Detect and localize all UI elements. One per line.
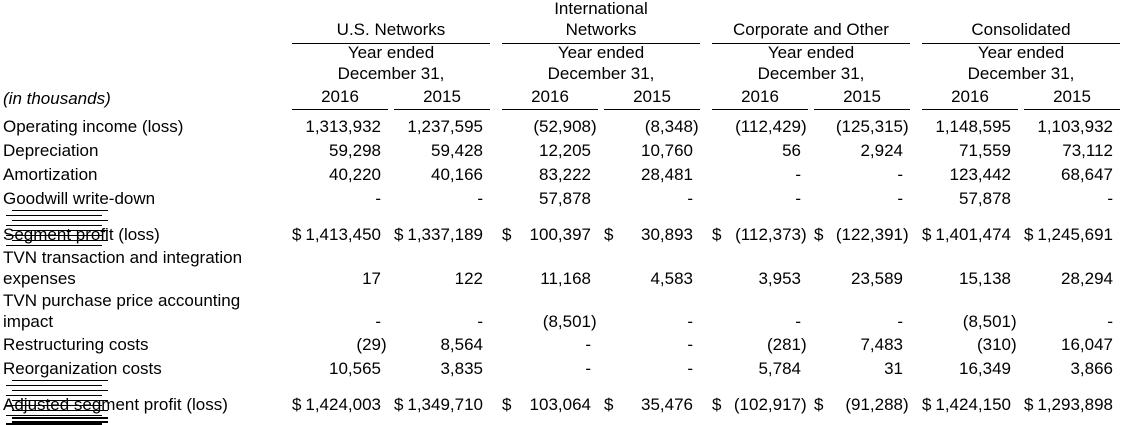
- dollar-sign: $: [1024, 395, 1034, 414]
- cell-value: -: [687, 312, 693, 331]
- value-cell: [292, 268, 388, 289]
- value-cell: [1024, 224, 1120, 246]
- value-cell: [502, 164, 598, 186]
- cell-value: -: [687, 189, 693, 208]
- value-cell: [292, 188, 388, 210]
- cell-value: -: [375, 312, 381, 331]
- row-label-line: Segment profit (loss): [3, 225, 160, 244]
- value-cell: [814, 311, 910, 332]
- value-cell: [604, 224, 700, 246]
- cell-value: 17: [362, 269, 381, 288]
- group-name-line: Consolidated: [971, 20, 1071, 39]
- table-row: [0, 186, 1124, 210]
- cell-value: (112,373: [735, 225, 801, 244]
- cell-value: 57,878: [959, 189, 1011, 208]
- unit-note: (in thousands): [3, 89, 111, 108]
- value-cell: [604, 311, 700, 332]
- value-cell: [922, 116, 1018, 138]
- value-cell: [292, 334, 388, 356]
- value-cell: [502, 140, 598, 162]
- paren-close: ): [801, 395, 807, 414]
- paren-close: ): [591, 312, 597, 331]
- paren-close: ): [903, 225, 909, 244]
- row-label-line: TVN transaction and integration: [3, 248, 243, 267]
- cell-value: (8,348: [644, 117, 693, 136]
- value-cell: [394, 188, 490, 210]
- value-cell: [814, 394, 910, 416]
- row-label: [0, 116, 280, 138]
- value-cell: [1024, 140, 1120, 162]
- cell-value: -: [1107, 312, 1113, 331]
- cell-value: 10,565: [329, 359, 381, 378]
- cell-value: 4,583: [650, 269, 693, 288]
- value-cell: [1024, 188, 1120, 210]
- cell-value: 73,112: [1062, 141, 1113, 160]
- value-cell: [502, 224, 598, 246]
- value-cell: [712, 358, 808, 380]
- cell-value: 28,294: [1061, 269, 1113, 288]
- cell-value: -: [477, 312, 483, 331]
- value-cell: [292, 311, 388, 332]
- value-cell: [712, 311, 808, 332]
- year-header: 2016: [922, 87, 1018, 110]
- value-cell: [922, 394, 1018, 416]
- cell-value: -: [585, 359, 591, 378]
- value-cell: [604, 394, 700, 416]
- value-cell: [814, 116, 910, 138]
- value-cell: [1024, 358, 1120, 380]
- value-cell: [502, 394, 598, 416]
- cell-value: 103,064: [529, 395, 591, 414]
- value-cell: [922, 224, 1018, 246]
- period-line: Year ended: [767, 43, 855, 62]
- cell-value: 35,476: [641, 395, 693, 414]
- cell-value: 16,349: [959, 359, 1011, 378]
- table-row: [0, 386, 1124, 416]
- value-cell: [394, 311, 490, 332]
- paren-close: ): [591, 117, 597, 136]
- cell-value: -: [795, 312, 801, 331]
- paren-close: ): [693, 117, 699, 136]
- year-header: 2015: [1024, 87, 1120, 110]
- row-label-line: Amortization: [3, 165, 98, 184]
- row-label-line: TVN purchase price accounting: [3, 291, 241, 310]
- group-header: [292, 19, 490, 44]
- dollar-sign: $: [292, 225, 302, 244]
- row-label-line: Depreciation: [3, 141, 99, 160]
- cell-value: 57,878: [539, 189, 591, 208]
- row-label-line: Adjusted segment profit (loss): [3, 395, 228, 414]
- value-cell: [292, 164, 388, 186]
- value-cell: [712, 116, 808, 138]
- cell-value: 59,428: [431, 141, 483, 160]
- value-cell: [604, 140, 700, 162]
- period-header: [292, 42, 490, 84]
- cell-value: 7,483: [860, 335, 903, 354]
- value-cell: [922, 334, 1018, 356]
- group-header: [922, 19, 1120, 44]
- dollar-sign: $: [922, 395, 932, 414]
- group-name-line: Corporate and Other: [733, 20, 889, 39]
- table-header-group-row: [0, 0, 1124, 44]
- value-cell: [814, 224, 910, 246]
- cell-value: 1,103,932: [1037, 117, 1113, 136]
- value-cell: [1024, 164, 1120, 186]
- paren-close: ): [801, 335, 807, 354]
- value-cell: [922, 164, 1018, 186]
- dollar-sign: $: [394, 395, 404, 414]
- value-cell: [922, 188, 1018, 210]
- dollar-sign: $: [814, 395, 824, 414]
- value-cell: [394, 394, 490, 416]
- cell-value: -: [897, 165, 903, 184]
- period-line: Year ended: [557, 43, 645, 62]
- cell-value: 1,293,898: [1037, 395, 1113, 414]
- value-cell: [292, 116, 388, 138]
- cell-value: 123,442: [949, 165, 1011, 184]
- cell-value: 5,784: [758, 359, 801, 378]
- rule-row: [0, 416, 1124, 424]
- period-line: Year ended: [347, 43, 435, 62]
- value-cell: [394, 268, 490, 289]
- year-header: 2016: [292, 87, 388, 110]
- value-cell: [604, 188, 700, 210]
- cell-value: (122,391: [835, 225, 903, 244]
- table-row: [0, 162, 1124, 186]
- cell-value: (91,288: [845, 395, 903, 414]
- cell-value: 15,138: [959, 269, 1011, 288]
- paren-close: ): [1011, 312, 1017, 331]
- period-line: December 31,: [337, 64, 445, 83]
- period-header: [712, 42, 910, 84]
- cell-value: 56: [782, 141, 801, 160]
- row-label-line: impact: [3, 312, 54, 331]
- cell-value: 40,220: [329, 165, 381, 184]
- row-label: [0, 164, 280, 186]
- cell-value: -: [375, 189, 381, 208]
- value-cell: [394, 164, 490, 186]
- cell-value: 11,168: [540, 269, 591, 288]
- cell-value: 83,222: [539, 165, 591, 184]
- year-header: 2015: [814, 87, 910, 110]
- cell-value: (125,315: [835, 117, 903, 136]
- dollar-sign: $: [394, 225, 404, 244]
- value-cell: [814, 164, 910, 186]
- period-line: December 31,: [757, 64, 865, 83]
- cell-value: -: [897, 189, 903, 208]
- dollar-sign: $: [712, 225, 722, 244]
- period-header: [502, 42, 700, 84]
- cell-value: 1,148,595: [935, 117, 1011, 136]
- cell-value: 40,166: [431, 165, 483, 184]
- value-cell: [394, 224, 490, 246]
- row-label-line: Restructuring costs: [3, 335, 149, 354]
- value-cell: [712, 268, 808, 289]
- group-name-line: U.S. Networks: [336, 20, 446, 39]
- group-name-line: International: [554, 0, 648, 18]
- table-row: [0, 332, 1124, 356]
- row-label-line: expenses: [3, 269, 76, 288]
- year-header: 2016: [502, 87, 598, 110]
- row-label: [0, 140, 280, 162]
- cell-value: 10,760: [641, 141, 693, 160]
- cell-value: -: [687, 335, 693, 354]
- dollar-sign: $: [604, 395, 614, 414]
- value-cell: [292, 358, 388, 380]
- cell-value: 100,397: [529, 225, 591, 244]
- cell-value: (29: [356, 335, 381, 354]
- dollar-sign: $: [922, 225, 932, 244]
- table-row: [0, 289, 1124, 332]
- table-header-year-row: [0, 84, 1124, 110]
- cell-value: 1,349,710: [407, 395, 483, 414]
- group-header: [502, 0, 700, 44]
- year-header: 2015: [604, 87, 700, 110]
- value-cell: [814, 268, 910, 289]
- value-cell: [292, 394, 388, 416]
- cell-value: 31: [884, 359, 903, 378]
- value-cell: [712, 334, 808, 356]
- table-row: [0, 138, 1124, 162]
- value-cell: [922, 140, 1018, 162]
- cell-value: (8,501: [962, 312, 1011, 331]
- cell-value: (52,908: [533, 117, 591, 136]
- value-cell: [502, 188, 598, 210]
- cell-value: (112,429: [735, 117, 801, 136]
- cell-value: 2,924: [860, 141, 903, 160]
- value-cell: [502, 268, 598, 289]
- value-cell: [502, 358, 598, 380]
- value-cell: [814, 358, 910, 380]
- value-cell: [604, 164, 700, 186]
- row-label-line: Operating income (loss): [3, 117, 184, 136]
- cell-value: 1,424,003: [305, 395, 381, 414]
- row-label-line: Goodwill write-down: [3, 189, 156, 208]
- value-cell: [922, 311, 1018, 332]
- group-name-line: Networks: [565, 20, 637, 39]
- value-cell: [604, 116, 700, 138]
- value-cell: [1024, 116, 1120, 138]
- value-cell: [502, 334, 598, 356]
- table-header-period-row: [0, 44, 1124, 84]
- table-row: [0, 246, 1124, 289]
- cell-value: 1,313,932: [305, 117, 381, 136]
- value-cell: [394, 140, 490, 162]
- cell-value: 23,589: [851, 269, 903, 288]
- cell-value: -: [585, 335, 591, 354]
- dollar-sign: $: [814, 225, 824, 244]
- paren-close: ): [381, 335, 387, 354]
- cell-value: -: [795, 165, 801, 184]
- paren-close: ): [1011, 335, 1017, 354]
- table-row: [0, 216, 1124, 246]
- period-line: December 31,: [967, 64, 1075, 83]
- cell-value: -: [897, 312, 903, 331]
- cell-value: 1,237,595: [407, 117, 483, 136]
- value-cell: [502, 311, 598, 332]
- dollar-sign: $: [712, 395, 722, 414]
- cell-value: 12,205: [539, 141, 591, 160]
- row-label: [0, 290, 280, 332]
- cell-value: (310: [976, 335, 1011, 354]
- value-cell: [1024, 334, 1120, 356]
- table-row: [0, 114, 1124, 138]
- cell-value: -: [1107, 189, 1113, 208]
- cell-value: (102,917: [733, 395, 801, 414]
- value-cell: [394, 116, 490, 138]
- cell-value: (281: [766, 335, 801, 354]
- dollar-sign: $: [502, 225, 512, 244]
- value-cell: [604, 334, 700, 356]
- value-cell: [1024, 311, 1120, 332]
- dollar-sign: $: [604, 225, 614, 244]
- cell-value: 3,866: [1070, 359, 1113, 378]
- value-cell: [394, 334, 490, 356]
- value-cell: [712, 140, 808, 162]
- row-label: [0, 358, 280, 380]
- cell-value: 1,424,150: [935, 395, 1011, 414]
- value-cell: [712, 224, 808, 246]
- row-label: [0, 334, 280, 356]
- cell-value: -: [795, 189, 801, 208]
- value-cell: [502, 116, 598, 138]
- cell-value: 8,564: [440, 335, 483, 354]
- value-cell: [1024, 268, 1120, 289]
- value-cell: [604, 358, 700, 380]
- paren-close: ): [801, 117, 807, 136]
- value-cell: [814, 140, 910, 162]
- cell-value: (8,501: [542, 312, 591, 331]
- row-label: [0, 247, 280, 289]
- value-cell: [712, 188, 808, 210]
- dollar-sign: $: [292, 395, 302, 414]
- value-cell: [394, 358, 490, 380]
- value-cell: [814, 188, 910, 210]
- period-line: Year ended: [977, 43, 1065, 62]
- row-label-line: Reorganization costs: [3, 359, 162, 378]
- cell-value: 1,337,189: [407, 225, 483, 244]
- cell-value: 1,245,691: [1037, 225, 1113, 244]
- cell-value: 122: [454, 269, 483, 288]
- value-cell: [1024, 394, 1120, 416]
- cell-value: 3,953: [758, 269, 801, 288]
- value-cell: [292, 224, 388, 246]
- period-header: [922, 42, 1120, 84]
- value-cell: [292, 140, 388, 162]
- period-line: December 31,: [547, 64, 655, 83]
- cell-value: 30,893: [641, 225, 693, 244]
- paren-close: ): [903, 395, 909, 414]
- value-cell: [814, 334, 910, 356]
- value-cell: [922, 268, 1018, 289]
- value-cell: [712, 394, 808, 416]
- cell-value: 1,401,474: [935, 225, 1011, 244]
- value-cell: [922, 358, 1018, 380]
- year-header: 2016: [712, 87, 808, 110]
- paren-close: ): [801, 225, 807, 244]
- cell-value: 59,298: [329, 141, 381, 160]
- cell-value: -: [477, 189, 483, 208]
- row-label: [0, 394, 280, 416]
- paren-close: ): [903, 117, 909, 136]
- table-row: [0, 356, 1124, 380]
- cell-value: -: [687, 359, 693, 378]
- group-header: [712, 19, 910, 44]
- row-label: [0, 224, 280, 246]
- value-cell: [712, 164, 808, 186]
- cell-value: 71,559: [959, 141, 1011, 160]
- cell-value: 68,647: [1061, 165, 1113, 184]
- row-label: [0, 188, 280, 210]
- cell-value: 1,413,450: [305, 225, 381, 244]
- cell-value: 3,835: [440, 359, 483, 378]
- year-header: 2015: [394, 87, 490, 110]
- dollar-sign: $: [502, 395, 512, 414]
- cell-value: 28,481: [641, 165, 693, 184]
- value-cell: [604, 268, 700, 289]
- dollar-sign: $: [1024, 225, 1034, 244]
- cell-value: 16,047: [1061, 335, 1113, 354]
